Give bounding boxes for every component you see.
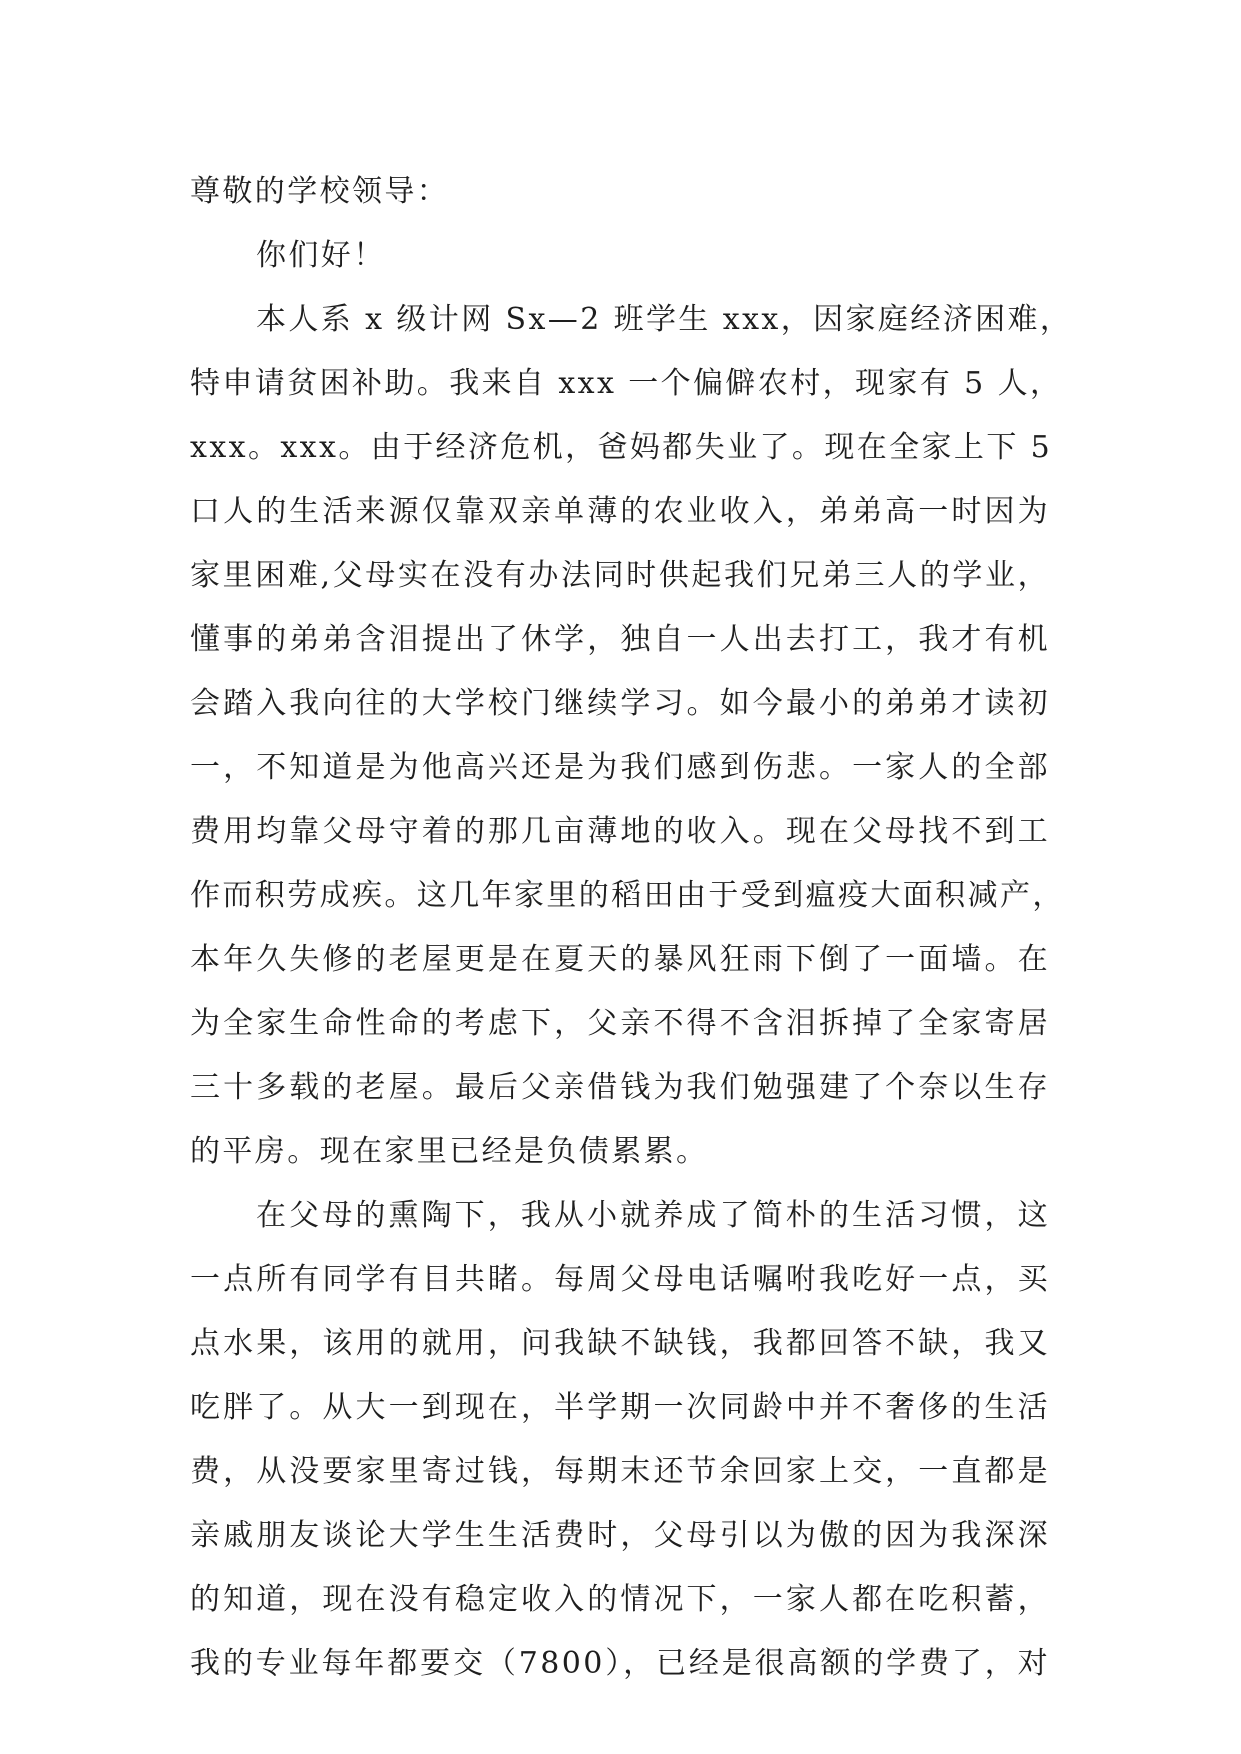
paragraph-line: 在父母的熏陶下，我从小就养成了简朴的生活习惯，这 [256,1198,1050,1233]
paragraph-line: 本年久失修的老屋更是在夏天的暴风狂雨下倒了一面墙。在 [190,942,1050,977]
paragraph-line: 费用均靠父母守着的那几亩薄地的收入。现在父母找不到工 [190,814,1050,849]
paragraph-line: 一，不知道是为他高兴还是为我们感到伤悲。一家人的全部 [190,750,1050,785]
greeting: 你们好！ [256,238,386,273]
paragraph-line: 亲戚朋友谈论大学生生活费时，父母引以为傲的因为我深深 [190,1518,1050,1553]
paragraph-line: 口人的生活来源仅靠双亲单薄的农业收入，弟弟高一时因为 [190,494,1050,529]
salutation: 尊敬的学校领导： [190,174,450,209]
application-letter [190,160,1073,1696]
paragraph-line: 吃胖了。从大一到现在，半学期一次同龄中并不奢侈的生活 [190,1390,1050,1425]
paragraph-line: 懂事的弟弟含泪提出了休学，独自一人出去打工，我才有机 [190,622,1050,657]
paragraph-line: 为全家生命性命的考虑下，父亲不得不含泪拆掉了全家寄居 [190,1006,1050,1041]
paragraph-line: 会踏入我向往的大学校门继续学习。如今最小的弟弟才读初 [190,686,1050,721]
paragraph-line: 的平房。现在家里已经是负债累累。 [190,1134,709,1169]
paragraph-line: 点水果，该用的就用，问我缺不缺钱，我都回答不缺，我又 [190,1326,1050,1361]
paragraph-line: 家里困难,父母实在没有办法同时供起我们兄弟三人的学业， [190,558,1050,593]
paragraph-line: xxx。xxx。由于经济危机，爸妈都失业了。现在全家上下 5 [190,430,1053,465]
paragraph-line: 特申请贫困补助。我来自 xxx 一个偏僻农村，现家有 5 人， [190,366,1063,401]
paragraph-line: 作而积劳成疾。这几年家里的稻田由于受到瘟疫大面积减产， [190,878,1065,913]
paragraph-line: 三十多载的老屋。最后父亲借钱为我们勉强建了个奈以生存 [190,1070,1050,1105]
paragraph-family-situation [190,288,1073,1184]
paragraph-line: 的知道，现在没有稳定收入的情况下，一家人都在吃积蓄， [190,1582,1050,1617]
paragraph-frugal-life [190,1184,1050,1696]
paragraph-line: 费，从没要家里寄过钱，每期末还节余回家上交，一直都是 [190,1454,1050,1489]
paragraph-line: 一点所有同学有目共睹。每周父母电话嘱咐我吃好一点，买 [190,1262,1050,1297]
paragraph-line: 我的专业每年都要交（7800），已经是很高额的学费了，对 [190,1646,1050,1681]
paragraph-line: 本人系 x 级计网 Sx—2 班学生 xxx，因家庭经济困难， [256,302,1073,337]
